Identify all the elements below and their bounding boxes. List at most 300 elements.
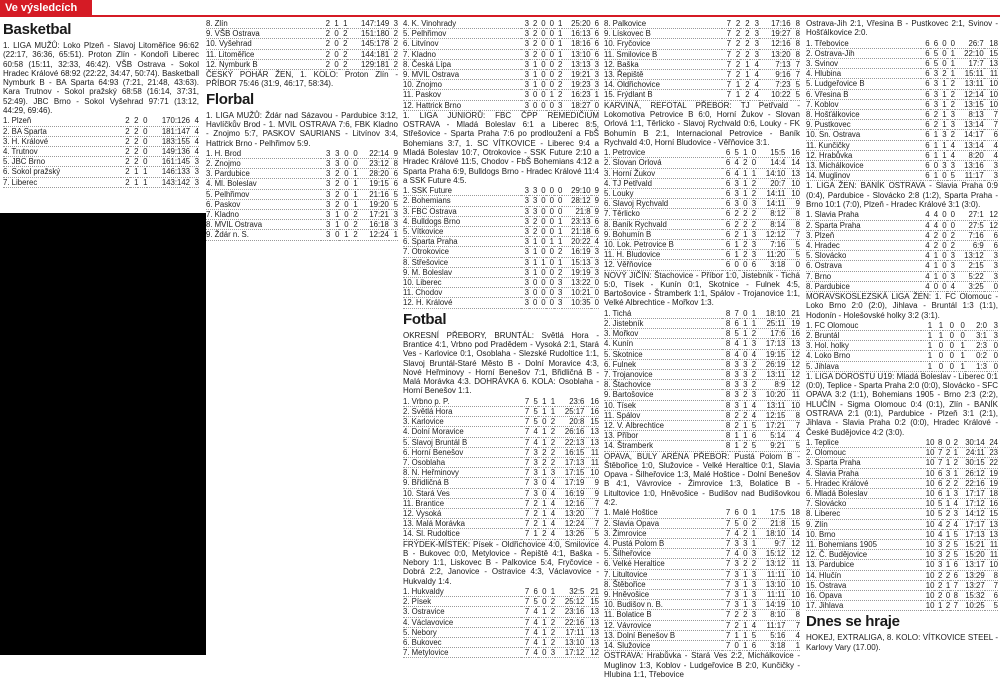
stat-cell: 2 <box>335 169 340 179</box>
stat-cell: 7 <box>725 579 731 589</box>
stat-cell: 11:17 <box>964 171 984 181</box>
stat-cell: 2 <box>335 179 340 189</box>
team-name-cell: 8. MVIL Ostrava <box>206 220 263 230</box>
stat-cell: 11 <box>989 69 998 79</box>
stat-cell: 0 <box>549 186 554 196</box>
stat-cell: 4 <box>950 150 955 160</box>
stat-cell: 10 <box>925 601 935 611</box>
stat-cell: 12 <box>791 380 800 390</box>
stat-cell: 6 <box>925 120 930 130</box>
team-name-cell: 13. Dolní Benešov B <box>604 630 676 640</box>
team-name-cell: 13. Řepiště <box>604 70 644 80</box>
stat-cell: 18 <box>989 488 998 498</box>
stat-cell: 23:16 <box>564 607 585 617</box>
stat-cell: 6 <box>937 478 943 488</box>
stat-cell: 0 <box>541 237 546 247</box>
team-name-cell: 9. Ždár n. S. <box>206 230 249 240</box>
cup-text: ČESKÝ POHÁR ŽEN, 1. KOLO: Proton Zlín - PŘÍBOR 75:46 (31:9, 46:17, 58:34). <box>206 70 398 89</box>
team-name-cell: 1. SSK Future <box>403 186 452 196</box>
stat-cell: 0 <box>549 257 554 267</box>
stat-cell: 3 <box>325 159 331 168</box>
stat-cell: 10 <box>925 550 935 560</box>
stat-cell: 6 <box>953 570 959 580</box>
stat-cell: 2 <box>557 247 563 257</box>
stat-cell: 16:23 <box>571 90 591 100</box>
stat-cell: 12 <box>791 359 800 369</box>
stat-cell: 5 <box>953 539 959 549</box>
stat-cell: 2 <box>343 59 348 69</box>
stat-cell: 6 <box>594 49 599 59</box>
stat-cell: 8:9 <box>774 380 786 390</box>
stat-cell: 22:14 <box>369 148 389 158</box>
stat-cell: 2 <box>945 519 951 529</box>
stat-cell: 2 <box>343 49 348 59</box>
standings-table <box>604 19 800 101</box>
stat-cell: 5 <box>533 417 538 427</box>
stat-cell: 3 <box>524 278 529 288</box>
stat-cell: 9 <box>594 206 599 216</box>
stat-cell: 0 <box>933 281 939 291</box>
stat-cell: 4 <box>993 140 998 150</box>
stat-cell: 1 <box>743 569 748 579</box>
stat-cell: 129:181 <box>361 59 390 69</box>
stat-cell: 0 <box>549 70 554 80</box>
stat-cell: 10 <box>791 569 800 579</box>
stat-cell: 13 <box>791 168 800 178</box>
stat-cell: 1 <box>134 167 139 177</box>
stat-cell: 7 <box>524 607 530 617</box>
stat-cell: 6 <box>725 250 731 260</box>
table-row <box>806 99 998 109</box>
stat-cell: 7 <box>524 587 530 597</box>
table-row <box>403 206 599 216</box>
stat-cell: 6 <box>725 148 731 158</box>
stat-cell: 9:7 <box>774 538 786 548</box>
stat-cell: 6 <box>725 260 731 270</box>
results-text: HOKEJ, EXTRALIGA, 8. KOLO: VÍTKOVICE STEEL - Karlovy Vary (17.00). <box>806 633 998 652</box>
stat-cell: 6 <box>953 560 959 570</box>
stat-cell: 0 <box>734 641 739 650</box>
stat-cell: 1 <box>557 39 563 49</box>
table-row <box>604 630 800 640</box>
stat-cell: 6 <box>725 168 731 178</box>
stat-cell: 0 <box>549 227 554 237</box>
stat-cell: 7 <box>594 519 599 529</box>
stat-cell: 2 <box>745 39 750 49</box>
stat-cell: 1 <box>334 19 339 28</box>
stat-cell: 13:11 <box>766 369 786 379</box>
team-name-cell: 7. Otrokovice <box>403 247 449 257</box>
stat-cell: 15:12 <box>765 549 786 559</box>
stat-cell: 9:16 <box>775 70 791 80</box>
standings-table <box>206 19 398 70</box>
stat-cell: 10 <box>925 468 935 478</box>
stat-cell: 1 <box>960 351 965 361</box>
standings-table <box>403 397 599 540</box>
stat-cell: 4 <box>953 519 959 529</box>
stat-cell: 12 <box>989 210 998 220</box>
table-row <box>806 488 998 498</box>
stat-cell: 13:11 <box>964 79 984 89</box>
team-name-cell: 1. Malé Hoštice <box>604 508 658 518</box>
table-row <box>3 167 199 177</box>
team-name-cell: 4. Václavovice <box>403 617 454 627</box>
stat-cell: 2 <box>550 427 556 437</box>
stat-cell: 1 <box>532 257 538 267</box>
stat-cell: 13 <box>590 607 599 617</box>
stat-cell: 27:1 <box>968 210 984 220</box>
stat-cell: 3 <box>953 488 959 498</box>
table-row <box>403 627 599 637</box>
table-row <box>604 148 800 158</box>
results-text: Ostrava-Jih 2:1, Vřesina B - Pustkovec 2:1, Svinov - Hošťálkovice 2:0. <box>806 19 998 38</box>
table-row <box>206 210 398 220</box>
stat-cell: 17:7 <box>968 59 984 68</box>
standings-table <box>806 321 998 372</box>
stat-cell: 10:20 <box>765 390 786 400</box>
stat-cell: 2 <box>542 529 547 539</box>
table-row <box>806 140 998 150</box>
stat-cell: 10 <box>925 580 935 590</box>
stat-cell: 3 <box>993 161 998 171</box>
stat-cell: 0 <box>549 288 554 298</box>
stat-cell: 3 <box>524 247 529 257</box>
stat-cell: 6 <box>925 79 930 89</box>
team-name-cell: 15. Ostrava <box>806 580 847 590</box>
stat-cell: 7 <box>524 457 530 467</box>
stat-cell: 15 <box>590 417 599 427</box>
stat-cell: 2 <box>125 116 130 126</box>
stat-cell: 2 <box>933 120 939 130</box>
team-name-cell: 4. Ml. Boleslav <box>206 179 257 189</box>
team-name-cell: 10. Budišov n. B. <box>604 600 663 610</box>
table-row <box>3 146 199 156</box>
stat-cell: 10 <box>791 579 800 589</box>
stat-cell: 1 <box>751 308 757 318</box>
stat-cell: 25:20 <box>571 19 591 28</box>
stat-cell: 3 <box>751 610 757 620</box>
stat-cell: 1 <box>751 528 757 538</box>
stat-cell: 1 <box>557 227 563 237</box>
stat-cell: 4 <box>194 116 199 126</box>
stat-cell: 4 <box>925 230 930 240</box>
stat-cell: 0 <box>541 227 546 237</box>
stat-cell: 2 <box>125 157 130 167</box>
stat-cell: 17:21 <box>369 210 389 220</box>
table-row <box>806 110 998 120</box>
stat-cell: 2 <box>735 39 741 49</box>
stat-cell: 2 <box>134 157 139 167</box>
stat-cell: 8 <box>725 349 731 359</box>
stat-cell: 0 <box>751 148 757 158</box>
stat-cell: 0 <box>549 59 554 69</box>
stat-cell: 2 <box>550 617 556 627</box>
stat-cell: 19:20 <box>369 199 389 209</box>
stat-cell: 1 <box>942 150 947 160</box>
stat-cell: 17:13 <box>965 529 985 539</box>
table-row <box>403 498 599 508</box>
stat-cell: 0 <box>532 278 538 288</box>
stat-cell: 0 <box>743 349 748 359</box>
team-name-cell: 12. Vávrovice <box>604 620 652 630</box>
stat-cell: 2 <box>550 638 556 648</box>
stat-cell: 10 <box>791 188 800 198</box>
stat-cell: 0 <box>335 230 340 240</box>
table-row <box>206 39 398 49</box>
stat-cell: 0 <box>945 590 951 600</box>
stat-cell: 8 <box>393 159 398 168</box>
stat-cell: 10 <box>925 488 935 498</box>
stat-cell: 3 <box>933 99 939 109</box>
team-name-cell: 2. Písek <box>403 597 432 607</box>
team-name-cell: 6. Slavoj Rychvald <box>604 199 669 209</box>
team-name-cell: 11. Litoměřice <box>206 49 255 59</box>
stat-cell: 6 <box>594 19 599 28</box>
stat-cell: 7 <box>993 110 998 120</box>
table-row <box>806 580 998 590</box>
stat-cell: 2 <box>743 209 748 219</box>
stat-cell: 0 <box>353 159 358 168</box>
stat-cell: 13 <box>590 627 599 637</box>
column-basketball <box>3 19 199 215</box>
stat-cell: 3 <box>751 339 757 349</box>
stat-cell: 15 <box>590 597 599 607</box>
stat-cell: 25:12 <box>564 597 585 607</box>
stat-cell: 6 <box>393 179 398 189</box>
table-row <box>403 519 599 529</box>
team-name-cell: 9. MVIL Ostrava <box>403 70 460 80</box>
stat-cell: 5 <box>795 239 800 249</box>
standings-table <box>403 186 599 308</box>
stat-cell: 3 <box>734 538 739 548</box>
stat-cell: 1 <box>143 177 148 187</box>
stat-cell: 4 <box>550 488 556 498</box>
stat-cell: 1 <box>960 341 965 351</box>
stat-cell: 2 <box>134 126 139 136</box>
stat-cell: 6 <box>925 99 930 109</box>
stat-cell: 3 <box>532 196 538 206</box>
stat-cell: 0 <box>949 320 954 330</box>
stat-cell: 3 <box>393 210 398 220</box>
stat-cell: 2 <box>532 39 538 49</box>
stat-cell: 13:16 <box>964 161 984 171</box>
stat-cell: 11:17 <box>766 620 786 630</box>
stat-cell: 3 <box>993 331 998 341</box>
stat-cell: 2 <box>532 216 538 226</box>
column-5 <box>806 19 998 655</box>
stat-cell: 3 <box>751 250 757 260</box>
results-text: OKRESNÍ PŘEBORY, BRUNTÁL: Světlá Hora - Brantice 4:1, Vrbno pod Pradědem - Vysoká 2:1, Stará Ves - Karlovice 0:1, Osoblaha - Slezské Rudoltice 1:1, Slavoj Bruntál-Staré Město B - Dolní Moravice 4:3, Nové Heřminovy - Horní Benešov 7:1, Břidličná B - Malá Morávka 4:3. DOHRÁVKA 6. KOLA: Osoblaha - Horní Benešov 1:1. <box>403 330 599 396</box>
stat-cell: 8 <box>725 318 731 328</box>
stat-cell: 9 <box>594 196 599 206</box>
stat-cell: 6 <box>725 219 731 229</box>
team-name-cell: 1. Třebovice <box>806 38 849 48</box>
stat-cell: 13:17 <box>965 560 985 570</box>
stat-cell: 13:12 <box>765 559 786 569</box>
results-text: KARVINÁ, REFOTAL PŘEBOR: TJ Petřvald - Lokomotiva Petrovice B 6:0, Horní Žukov - Slovan Orlová 1:1, Těrlicko - Slavoj Rychvald 0:6, Louky - FK Bohumín B 2:1, Internacional Petrovice - Baník Rychvald 4:0, Horní Bludovice - Věřňovice 3:1. <box>604 100 800 147</box>
stat-cell: 0 <box>143 146 148 156</box>
stat-cell: 3 <box>734 579 739 589</box>
stat-cell: 161:145 <box>161 157 190 167</box>
team-name-cell: 13. Příbor <box>604 431 639 441</box>
stat-cell: 6 <box>594 216 599 226</box>
stat-cell: 4 <box>533 638 538 648</box>
stat-cell: 3 <box>524 80 529 90</box>
stat-cell: 0 <box>344 210 349 220</box>
stat-cell: 7 <box>937 448 943 458</box>
stat-cell: 3 <box>734 390 739 400</box>
table-row <box>604 29 800 39</box>
stat-cell: 3 <box>743 359 748 369</box>
stat-cell: 3 <box>734 359 739 369</box>
stat-cell: 2 <box>933 240 939 250</box>
stat-cell: 7 <box>726 90 731 100</box>
stat-cell: 30:14 <box>965 437 985 447</box>
standings-table <box>206 149 398 241</box>
stat-cell: 0 <box>344 199 349 209</box>
stat-cell: 7 <box>725 549 731 559</box>
table-row <box>604 431 800 441</box>
table-row <box>604 359 800 369</box>
stat-cell: 3 <box>524 237 529 247</box>
stat-cell: 13 <box>989 529 998 539</box>
table-row <box>604 250 800 260</box>
stat-cell: 6 <box>925 89 930 99</box>
team-name-cell: 5. Pelhřimov <box>206 189 250 199</box>
stat-cell: 3 <box>524 288 529 298</box>
team-name-cell: 9. Lískovec B <box>604 29 651 39</box>
stat-cell: 4 <box>533 607 538 617</box>
table-row <box>806 321 998 331</box>
stat-cell: 6 <box>925 59 930 68</box>
stat-cell: 4 <box>953 499 959 509</box>
stat-cell: 7 <box>725 620 731 630</box>
stat-cell: 3 <box>194 157 199 167</box>
stat-cell: 19 <box>989 468 998 478</box>
stat-cell: 1 <box>945 580 951 590</box>
stat-cell: 0 <box>143 126 148 136</box>
stat-cell: 1 <box>933 140 939 150</box>
table-row <box>604 569 800 579</box>
stat-cell: 3 <box>734 559 739 569</box>
stat-cell: 2 <box>751 329 757 339</box>
stat-cell: 3 <box>335 159 340 168</box>
team-name-cell: 4. Pustá Polom B <box>604 538 665 548</box>
stat-cell: 4 <box>734 349 739 359</box>
stat-cell: 1 <box>950 48 955 58</box>
stat-cell: 0 <box>541 29 546 39</box>
stat-cell: 7 <box>726 70 731 80</box>
stat-cell: 3 <box>524 90 529 100</box>
team-name-cell: 11. Spálov <box>604 410 641 420</box>
team-name-cell: 7. Metylovice <box>403 648 449 658</box>
stat-cell: 2 <box>557 80 563 90</box>
stat-cell: 18 <box>791 508 800 518</box>
table-row <box>3 157 199 167</box>
team-name-cell: 5. Šilheřovice <box>604 549 651 559</box>
stat-cell: 20:8 <box>569 417 585 427</box>
stat-cell: 2 <box>532 29 538 39</box>
stat-cell: 1 <box>743 400 748 410</box>
table-row <box>403 29 599 39</box>
stat-cell: 13 <box>590 427 599 437</box>
stat-cell: 6 <box>725 229 731 239</box>
table-row <box>206 189 398 199</box>
stat-cell: 2 <box>550 597 556 607</box>
table-row <box>403 196 599 206</box>
banner-label: Ve výsledcích <box>0 0 92 16</box>
team-name-cell: 5. Slavoj Bruntál B <box>403 437 468 447</box>
stat-cell: 10 <box>925 560 935 570</box>
stat-cell: 16:19 <box>564 488 585 498</box>
stat-cell: 1 <box>743 318 748 328</box>
stat-cell: 0 <box>942 48 947 58</box>
stat-cell: 3:18 <box>770 641 786 650</box>
stat-cell: 1 <box>933 261 939 271</box>
section-banner <box>0 0 1000 16</box>
stat-cell: 8 <box>725 390 731 400</box>
stat-cell: 6 <box>725 239 731 249</box>
stat-cell: 3 <box>194 167 199 177</box>
table-row <box>403 298 599 308</box>
standings-table <box>604 309 800 452</box>
table-row <box>403 468 599 478</box>
stat-cell: 5 <box>933 59 939 68</box>
stat-cell: 2 <box>950 99 955 109</box>
team-name-cell: 1. Teplice <box>806 437 839 447</box>
stat-cell: 1 <box>542 468 547 478</box>
stat-cell: 7 <box>524 519 530 529</box>
stat-cell: 2 <box>125 146 130 156</box>
team-name-cell: 9. Bartošovice <box>604 390 654 400</box>
stat-cell: 6 <box>993 230 998 240</box>
team-name-cell: 5. Skotnice <box>604 349 643 359</box>
stat-cell: 0 <box>549 247 554 257</box>
team-name-cell: 3. Pardubice <box>206 169 250 179</box>
standings-table <box>806 438 998 611</box>
stat-cell: 15:11 <box>964 69 984 79</box>
stat-cell: 12:15 <box>765 410 786 420</box>
stat-cell: 3 <box>751 569 757 579</box>
stat-cell: 3 <box>950 251 955 261</box>
table-row <box>403 267 599 277</box>
stat-cell: 14:4 <box>770 158 786 168</box>
stat-cell: 1 <box>743 329 748 339</box>
stat-cell: 2 <box>743 158 748 168</box>
table-row <box>806 468 998 478</box>
standings-table <box>604 508 800 651</box>
stat-cell: 2 <box>751 178 757 188</box>
stat-cell: 3 <box>524 29 529 39</box>
stat-cell: 2 <box>937 570 943 580</box>
team-name-cell: 12. Hattrick Brno <box>403 100 462 110</box>
stat-cell: 2 <box>745 49 750 59</box>
stat-cell: 28:20 <box>369 169 389 179</box>
stat-cell: 2 <box>125 177 130 187</box>
stat-cell: 21:8 <box>770 518 786 528</box>
stat-cell: 6 <box>734 318 739 328</box>
table-row <box>604 349 800 359</box>
stat-cell: 1 <box>734 431 739 441</box>
stat-cell: 0 <box>950 210 955 220</box>
team-name-cell: 4. Dolní Moravice <box>403 427 464 437</box>
team-name-cell: 2. Znojmo <box>206 159 241 168</box>
stat-cell: 3:1 <box>976 331 987 341</box>
stat-cell: 1 <box>953 448 959 458</box>
stat-cell: 2 <box>550 437 556 447</box>
table-row <box>403 59 599 69</box>
stat-cell: 14:11 <box>766 199 786 209</box>
